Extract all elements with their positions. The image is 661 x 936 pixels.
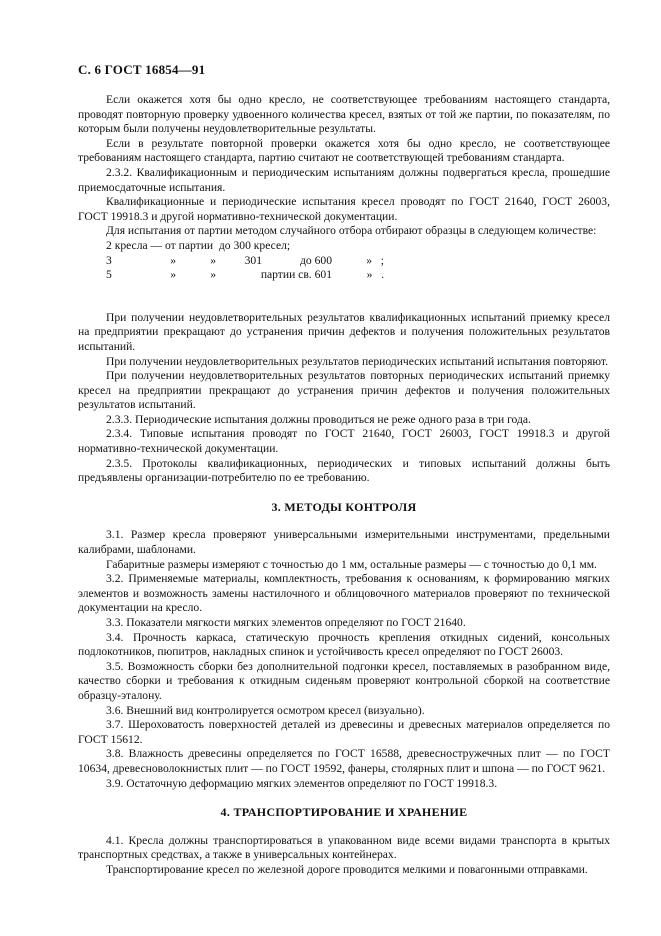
- paragraph: 2.3.3. Периодические испытания должны проводиться не реже одного раза в три года.: [106, 412, 531, 426]
- sampling-ditto: »: [170, 268, 176, 282]
- paragraph: 3.7. Шероховатость поверхностей деталей из древесины и древесных материалов определяется по ГОСТ 15612.: [78, 718, 610, 746]
- paragraph: 2.3.4. Типовые испытания проводят по ГОСТ 21640, ГОСТ 26003, ГОСТ 19918.3 и другой нормативно-технической документации.: [78, 427, 610, 456]
- sampling-cell: 2 кресла — от партии до 300 кресел;: [106, 238, 291, 252]
- sampling-list: [106, 239, 610, 283]
- sampling-from: партии св. 601: [260, 268, 332, 282]
- sampling-row: [106, 268, 610, 283]
- paragraph: 2.3.5. Протоколы квалификационных, периодических и типовых испытаний должны быть предъявлены организации-потребителю по ее требованию.: [78, 456, 610, 485]
- paragraph: 3.6. Внешний вид контролируется осмотром кресел (визуально).: [106, 703, 425, 717]
- paragraph: 3.8. Влажность древесины определяется по ГОСТ 16588, древесностружечных плит — по ГОСТ 10634, древесноволокнистых плит — по ГОСТ 19592, фанеры, столярных плит и шпона — по ГОСТ 9621.: [78, 747, 610, 775]
- sampling-from: 301: [244, 253, 262, 267]
- sampling-ditto: » .: [366, 268, 384, 282]
- paragraph: Если окажется хотя бы одно кресло, не соответствующее требованиям настоящего стандарта, проводят повторную проверку удвоенного количества кресел, взятых от той же партии, по показателям, по которым были получены неудовлетворительные результаты.: [78, 93, 610, 136]
- paragraph: При получении неудовлетворительных результатов квалификационных испытаний приемку кресел на предприятии прекращают до устранения причин дефектов и получения положительных результатов испытаний.: [78, 310, 610, 353]
- paragraph: Для испытания от партии методом случайного отбора отбирают образцы в следующем количестве:: [106, 224, 597, 238]
- document-body: [78, 93, 610, 878]
- paragraph: При получении неудовлетворительных результатов повторных периодических испытаний приемку кресел на предприятии прекращают до устранения причин дефектов и получения положительных результатов испытаний.: [78, 369, 610, 412]
- sampling-qty: 3: [106, 253, 112, 267]
- paragraph: Габаритные размеры измеряют с точностью до 1 мм, остальные размеры — с точностью до 0,1 мм.: [106, 557, 597, 571]
- section-heading: 4. ТРАНСПОРТИРОВАНИЕ И ХРАНЕНИЕ: [220, 805, 468, 820]
- section-heading: 3. МЕТОДЫ КОНТРОЛЯ: [271, 499, 417, 514]
- paragraph: 3.9. Остаточную деформацию мягких элементов определяют по ГОСТ 19918.3.: [106, 776, 498, 790]
- sampling-row: [106, 254, 610, 269]
- paragraph: 3.4. Прочность каркаса, статическую прочность крепления откидных сидений, консольных подлокотников, пюпитров, накладных спинок и устойчивость кресел определяют по ГОСТ 26003.: [78, 630, 610, 659]
- paragraph: 3.1. Размер кресла проверяют универсальными измерительными инструментами, предельными калибрами, шаблонами.: [78, 528, 610, 557]
- paragraph: Если в результате повторной проверки окажется хотя бы одно кресло, не соответствующее требованиям настоящего стандарта, партию считают не соответствующей требованиям стандарта.: [78, 136, 610, 165]
- sampling-ditto: »: [170, 253, 176, 267]
- paragraph: 2.3.2. Квалификационным и периодическим испытаниям должны подвергаться кресла, прошедшие приемосдаточные испытания.: [78, 165, 610, 194]
- paragraph: Квалификационные и периодические испытания кресел проводят по ГОСТ 21640, ГОСТ 26003, ГОСТ 19918.3 и другой нормативно-технической документации.: [78, 195, 610, 223]
- page-header: С. 6 ГОСТ 16854—91: [78, 62, 206, 77]
- sampling-ditto: » ;: [366, 253, 384, 267]
- paragraph: При получении неудовлетворительных результатов периодических испытаний испытания повторяют.: [106, 354, 609, 368]
- sampling-row: [106, 239, 610, 254]
- paragraph: 4.1. Кресла должны транспортироваться в упакованном виде всеми видами транспорта в крытых транспортных средствах, а также в универсальных контейнерах.: [78, 833, 610, 862]
- paragraph: Транспортирование кресел по железной дороге проводится мелкими и повагонными отправками.: [106, 862, 588, 876]
- sampling-ditto: »: [210, 253, 216, 267]
- paragraph: 3.5. Возможность сборки без дополнительной подгонки кресел, поставляемых в разобранном виде, качество сборки и требования к откидным сиденьям проверяют контрольной сборкой на соответствие образцу-эталону.: [78, 659, 610, 702]
- sampling-ditto: »: [210, 268, 216, 282]
- sampling-qty: 5: [106, 268, 112, 282]
- sampling-to: до 600: [300, 253, 332, 267]
- paragraph: 3.2. Применяемые материалы, комплектность, требования к основаниям, к формированию мягких элементов и возможность замены настилочного и облицовочного материалов проверяют по технической документации на кресло.: [78, 572, 610, 615]
- paragraph: 3.3. Показатели мягкости мягких элементов определяют по ГОСТ 21640.: [106, 616, 466, 629]
